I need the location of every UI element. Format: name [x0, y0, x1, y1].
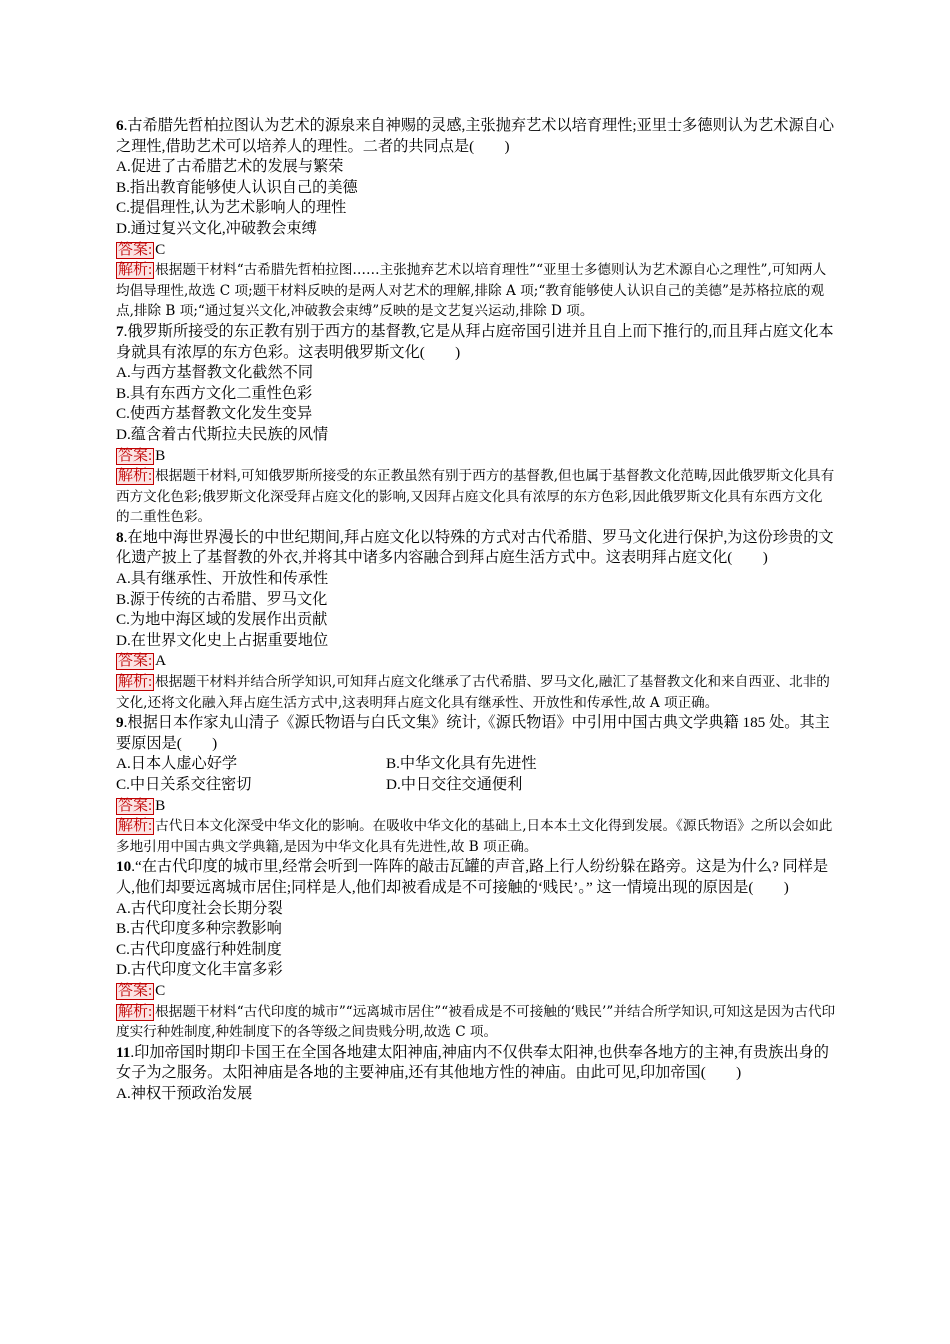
option-d: D.通过复兴文化,冲破教会束缚	[116, 219, 317, 237]
explanation-tag: 解析:	[118, 1003, 153, 1020]
answer-line	[116, 796, 836, 817]
option-c: C.古代印度盛行种姓制度	[116, 940, 282, 958]
question-8	[116, 528, 836, 569]
answer-line	[116, 651, 836, 672]
option-b: B.中华文化具有先进性	[386, 755, 537, 773]
question-number: 9	[116, 714, 124, 732]
explanation	[116, 816, 836, 857]
option-b: B.源于传统的古希腊、罗马文化	[116, 590, 328, 608]
option-a: A.促进了古希腊艺术的发展与繁荣	[116, 158, 344, 176]
question-number: 6	[116, 117, 124, 134]
explanation-tag: 解析:	[118, 468, 153, 485]
answer-value: C	[155, 240, 166, 258]
option-b: B.古代印度多种宗教影响	[116, 920, 282, 938]
answer-tag: 答案:	[118, 653, 153, 670]
option-c: C.使西方基督教文化发生变异	[116, 405, 313, 423]
answer-line	[116, 240, 836, 261]
option-d: D.在世界文化史上占据重要地位	[116, 631, 329, 649]
answer-tag: 答案:	[118, 241, 153, 258]
option-b: B.指出教育能够使人认识自己的美德	[116, 178, 358, 196]
question-number: 10	[116, 858, 132, 876]
document-page	[116, 116, 836, 1105]
option-a: A.具有继承性、开放性和传承性	[116, 570, 329, 588]
explanation-tag: 解析:	[118, 262, 153, 279]
answer-value: A	[155, 652, 167, 670]
option-c: C.为地中海区域的发展作出贡献	[116, 611, 328, 629]
answer-value: B	[155, 796, 166, 814]
explanation-text: 根据题干材料“古希腊先哲柏拉图……主张抛弃艺术以培育理性”“亚里士多德则认为艺术源自心之理性”,可知两人均倡导理性,故选 C 项;题干材料反映的是两人对艺术的理解,排除 A 项;“教育能够使人认识自己的美德”是苏格拉底的观点,排除 B 项;“通过复兴文化,冲破教会束缚”反映的是文艺复兴运动,排除 D 项。	[116, 262, 827, 320]
answer-tag: 答案:	[118, 447, 153, 464]
options-row	[116, 775, 836, 796]
answer-tag: 答案:	[118, 982, 153, 999]
explanation-text: 根据题干材料并结合所学知识,可知拜占庭文化继承了古代希腊、罗马文化,融汇了基督教文化和来自西亚、北非的文化,还将文化融入拜占庭生活方式中,这表明拜占庭文化具有继承性、开放性和传承性,故 A 项正确。	[116, 674, 830, 711]
option-d: D.古代印度文化丰富多彩	[116, 961, 283, 979]
option-d: D.蕴含着古代斯拉夫民族的风情	[116, 425, 329, 443]
question-stem: .古希腊先哲柏拉图认为艺术的源泉来自神赐的灵感,主张抛弃艺术以培育理性;亚里士多德则认为艺术源自心之理性,借助艺术可以培养人的理性。二者的共同点是( )	[116, 117, 835, 155]
question-10	[116, 857, 836, 898]
option-b: B.具有东西方文化二重性色彩	[116, 384, 313, 402]
question-number: 8	[116, 528, 124, 546]
explanation	[116, 1002, 836, 1043]
answer-line	[116, 981, 836, 1002]
option-a: A.神权干预政治发展	[116, 1084, 253, 1102]
explanation	[116, 260, 836, 322]
explanation-tag: 解析:	[118, 818, 153, 835]
explanation-text: 根据题干材料,可知俄罗斯所接受的东正教虽然有别于西方的基督教,但也属于基督教文化范畴,因此俄罗斯文化具有西方文化色彩;俄罗斯文化深受拜占庭文化的影响,又因拜占庭文化具有浓厚的东方色彩,因此俄罗斯文化具有东西方文化的二重性色彩。	[116, 468, 835, 526]
answer-value: B	[155, 446, 166, 464]
answer-line	[116, 446, 836, 467]
question-11	[116, 1043, 836, 1084]
question-9	[116, 713, 836, 754]
explanation	[116, 672, 836, 713]
option-a: A.与西方基督教文化截然不同	[116, 364, 314, 382]
option-a: A.日本人虚心好学	[116, 755, 238, 773]
options-row	[116, 754, 836, 775]
question-stem: .“在古代印度的城市里,经常会听到一阵阵的敲击瓦罐的声音,路上行人纷纷躲在路旁。这是为什么? 同样是人,他们却要远离城市居住;同样是人,他们却被看成是不可接触的‘贱民’。” 这一情境出现的原因是( )	[116, 858, 829, 896]
answer-tag: 答案:	[118, 797, 153, 814]
question-stem: .根据日本作家丸山清子《源氏物语与白氏文集》统计,《源氏物语》中引用中国古典文学典籍 185 处。其主要原因是( )	[116, 714, 830, 752]
explanation-text: 根据题干材料“古代印度的城市”“远离城市居住”“被看成是不可接触的‘贱民’”并结合所学知识,可知这是因为古代印度实行种姓制度,种姓制度下的各等级之间贵贱分明,故选 C 项。	[116, 1003, 836, 1041]
option-c: C.中日关系交往密切	[116, 776, 252, 793]
explanation-tag: 解析:	[118, 674, 153, 691]
option-a: A.古代印度社会长期分裂	[116, 899, 283, 917]
answer-value: C	[155, 981, 166, 999]
question-number: 11	[116, 1043, 131, 1061]
question-number: 7	[116, 322, 124, 340]
option-d: D.中日交往交通便利	[386, 776, 523, 793]
option-c: C.提倡理性,认为艺术影响人的理性	[116, 199, 347, 217]
question-6	[116, 116, 836, 157]
question-stem: .俄罗斯所接受的东正教有别于西方的基督教,它是从拜占庭帝国引进并且自上而下推行的,而且拜占庭文化本身就具有浓厚的东方色彩。这表明俄罗斯文化( )	[116, 322, 834, 361]
explanation-text: 古代日本文化深受中华文化的影响。在吸收中华文化的基础上,日本本土文化得到发展。《源氏物语》之所以会如此多地引用中国古典文学典籍,是因为中华文化具有先进性,故 B 项正确。	[116, 818, 833, 855]
question-stem: .在地中海世界漫长的中世纪期间,拜占庭文化以特殊的方式对古代希腊、罗马文化进行保护,为这份珍贵的文化遗产披上了基督教的外衣,并将其中诸多内容融合到拜占庭生活方式中。这表明拜占庭文化( )	[116, 528, 834, 567]
explanation	[116, 466, 836, 528]
question-stem: .印加帝国时期印卡国王在全国各地建太阳神庙,神庙内不仅供奉太阳神,也供奉各地方的主神,有贵族出身的女子为之服务。太阳神庙是各地的主要神庙,还有其他地方性的神庙。由此可见,印加帝国( )	[116, 1043, 829, 1082]
question-7	[116, 322, 836, 363]
